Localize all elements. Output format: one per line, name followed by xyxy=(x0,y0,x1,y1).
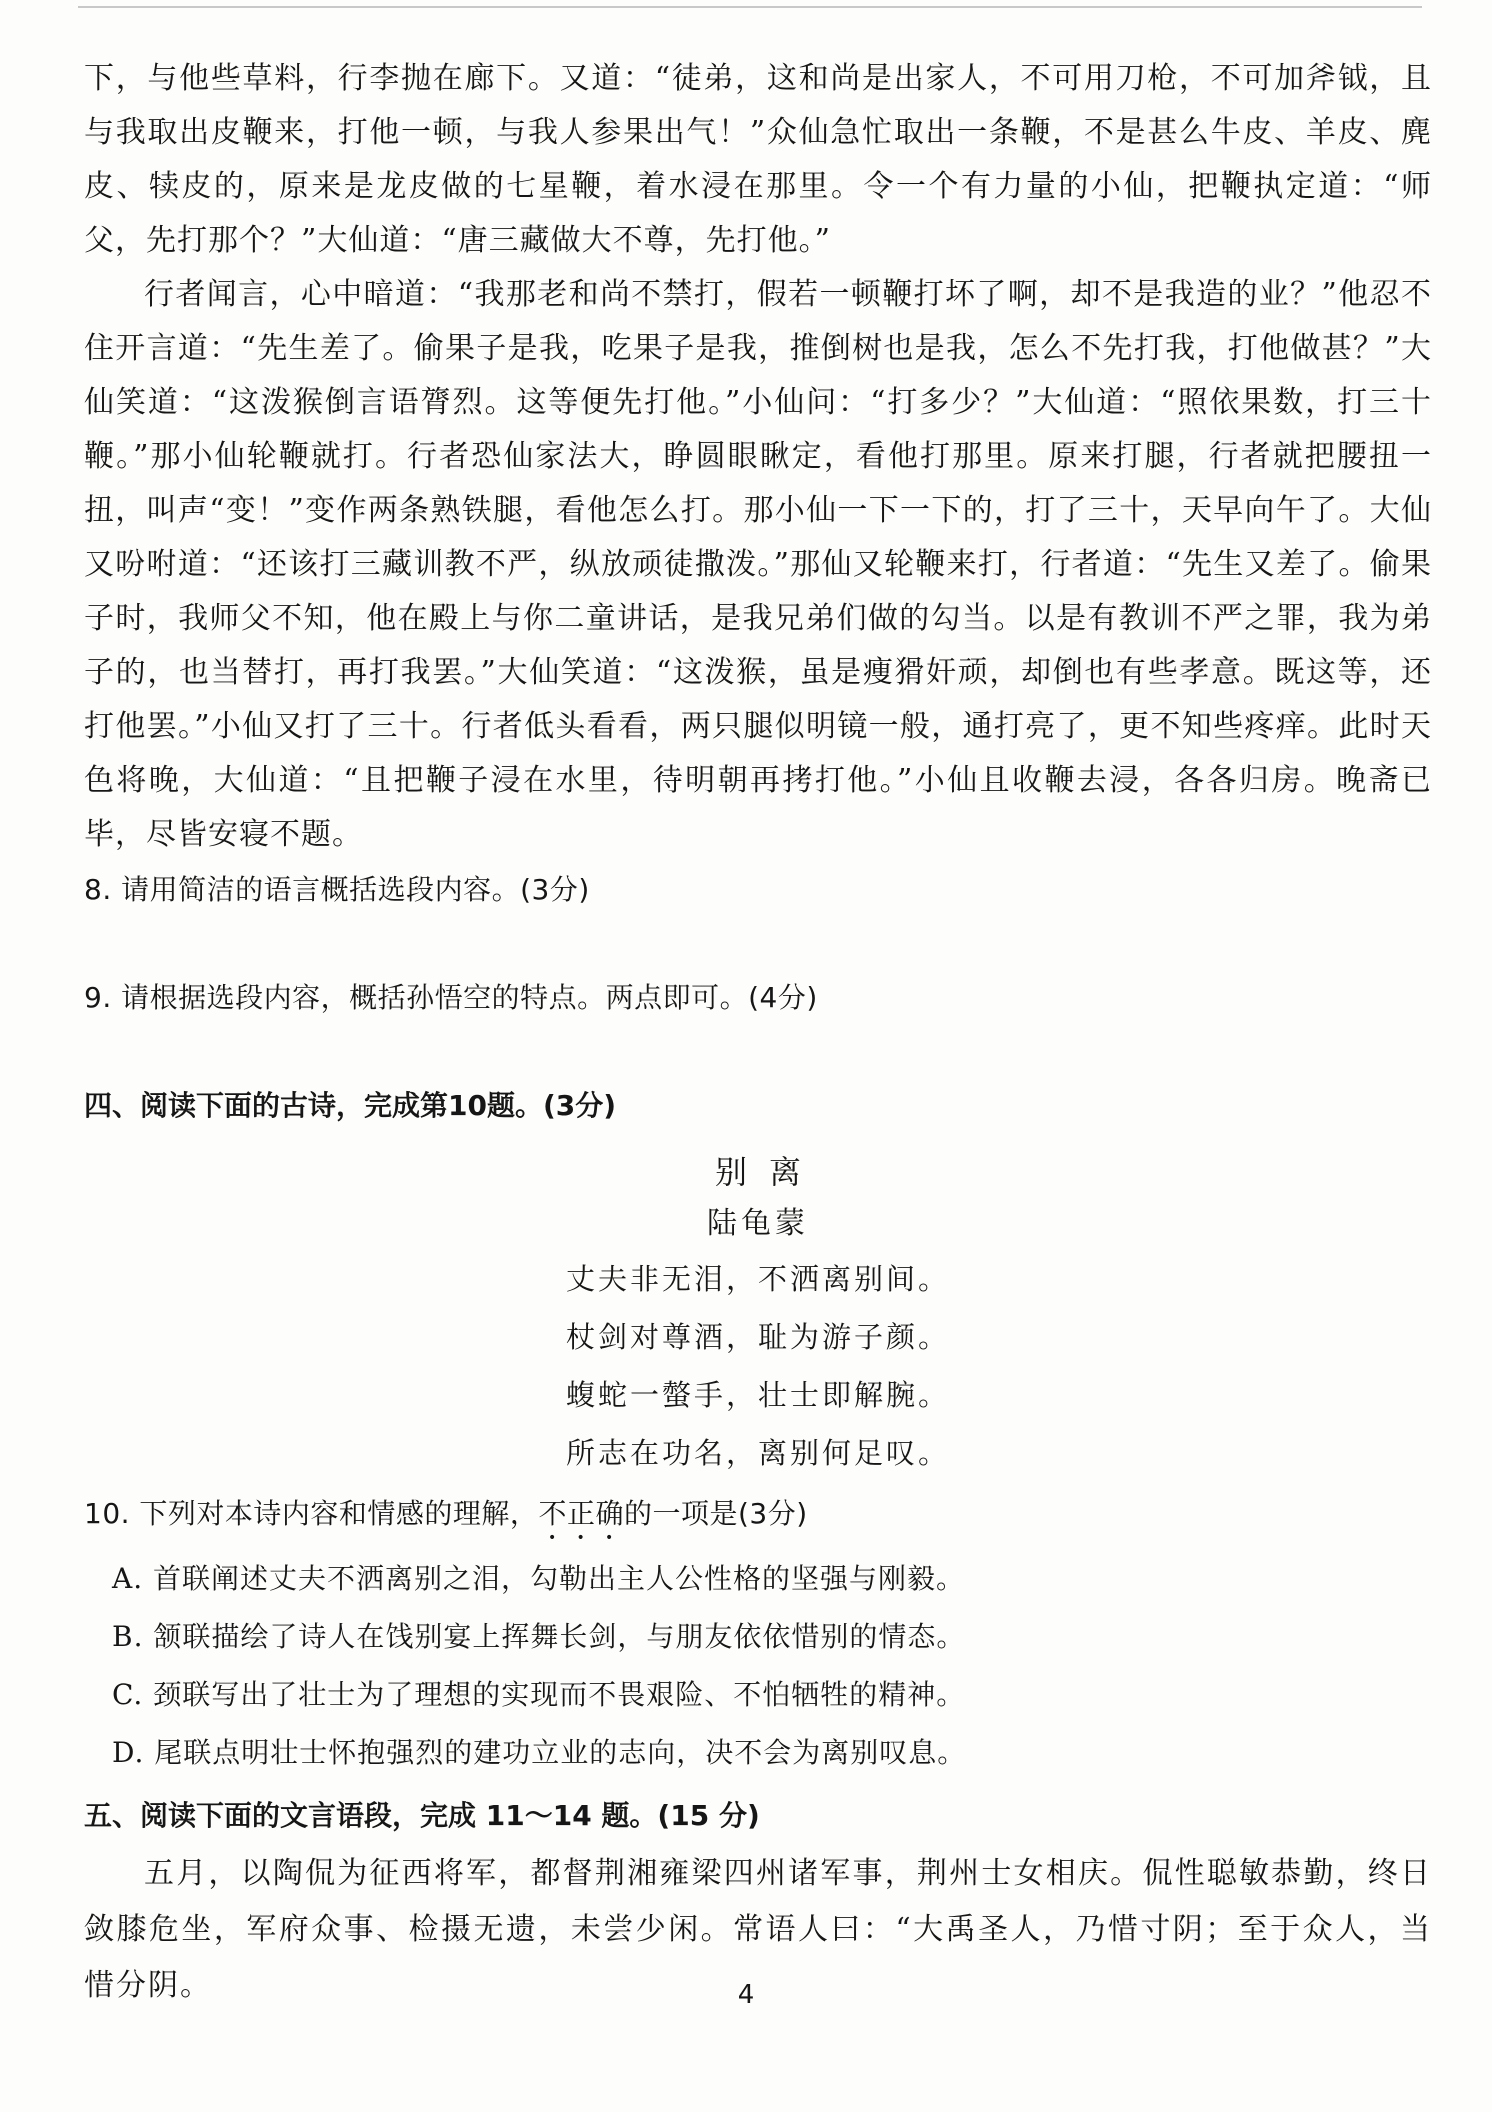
option-d: D. 尾联点明壮士怀抱强烈的建功立业的志向，决不会为离别叹息。 xyxy=(112,1736,967,1769)
question-10-suffix: 的一项是(3分) xyxy=(623,1497,808,1530)
poem xyxy=(84,1146,1432,1482)
poem-line: 所志在功名，离别何足叹。 xyxy=(565,1436,950,1470)
page-number: 4 xyxy=(737,1980,755,2010)
passage-paragraph-2: 行者闻言，心中暗道：“我那老和尚不禁打，假若一顿鞭打坏了啊，却不是我造的业？”他忍不住开言道：“先生差了。偷果子是我，吃果子是我，推倒树也是我，怎么不先打我，打他做甚？”大仙笑道：“这泼猴倒言语膂烈。这等便先打他。”小仙问：“打多少？”大仙道：“照依果数，打三十鞭。”那小仙轮鞭就打。行者恐仙家法大，睁圆眼瞅定，看他打那里。原来打腿，行者就把腰扭一扭，叫声“变！”变作两条熟铁腿，看他怎么打。那小仙一下一下的，打了三十，天早向午了。大仙又吩咐道：“还该打三藏训教不严，纵放顽徒撒泼。”那仙又轮鞭来打，行者道：“先生又差了。偷果子时，我师父不知，他在殿上与你二童讲话，是我兄弟们做的勾当。以是有教训不严之罪，我为弟子的，也当替打，再打我罢。”大仙笑道：“这泼猴，虽是痩猾奸顽，却倒也有些孝意。既这等，还打他罢。”小仙又打了三十。行者低头看看，两只腿似明镜一般，通打亮了，更不知些疼痒。此时天色将晚，大仙道：“且把鞭子浸在水里，待明朝再拷打他。”小仙且收鞭去浸，各各归房。晚斋已毕，尽皆安寝不题。 xyxy=(84,277,1432,852)
option-b: B. 颔联描绘了诗人在饯别宴上挥舞长剑，与朋友依依惜别的情态。 xyxy=(112,1620,966,1653)
section-4-heading: 四、阅读下面的古诗，完成第10题。(3分) xyxy=(84,1089,617,1122)
question-10-options xyxy=(112,1550,1432,1782)
poem-title: 别离 xyxy=(714,1153,823,1191)
poem-author: 陆龟蒙 xyxy=(707,1206,809,1241)
passage-paragraph-1: 下，与他些草料，行李抛在廊下。又道：“徒弟，这和尚是出家人，不可用刀枪，不可加斧钺，且与我取出皮鞭来，打他一顿，与我人参果出气！”众仙急忙取出一条鞭，不是甚么牛皮、羊皮、麂皮、犊皮的，原来是龙皮做的七星鞭，着水浸在那里。令一个有力量的小仙，把鞭执定道：“师父，先打那个？”大仙道：“唐三藏做大不尊，先打他。” xyxy=(84,61,1432,258)
section-5-heading: 五、阅读下面的文言语段，完成 11～14 题。(15 分) xyxy=(84,1799,760,1832)
question-9: 9. 请根据选段内容，概括孙悟空的特点。两点即可。(4分) xyxy=(84,981,818,1014)
option-c: C. 颈联写出了壮士为了理想的实现而不畏艰险、不怕牺牲的精神。 xyxy=(112,1678,966,1711)
poem-line: 杖剑对尊酒，耻为游子颜。 xyxy=(565,1320,950,1354)
top-rule xyxy=(78,6,1422,8)
question-10-prefix: 10. 下列对本诗内容和情感的理解， xyxy=(84,1497,539,1530)
question-10 xyxy=(84,1488,1432,1546)
question-10-emphasis: 不正确 xyxy=(538,1497,624,1530)
poem-line: 蝮蛇一螫手，壮士即解腕。 xyxy=(565,1378,950,1412)
question-8: 8. 请用简洁的语言概括选段内容。(3分) xyxy=(84,873,590,906)
classical-text: 五月，以陶侃为征西将军，都督荆湘雍梁四州诸军事，荆州士女相庆。侃性聪敏恭勤，终日敛膝危坐，军府众事、检摄无遗，未尝少闲。常语人曰：“大禹圣人，乃惜寸阴；至于众人，当惜分阴。 xyxy=(84,1856,1432,2003)
option-a: A. 首联阐述丈夫不洒离别之泪，勾勒出主人公性格的坚强与刚毅。 xyxy=(112,1562,966,1595)
poem-line: 丈夫非无泪，不洒离别间。 xyxy=(565,1262,950,1296)
novel-passage xyxy=(84,52,1432,862)
